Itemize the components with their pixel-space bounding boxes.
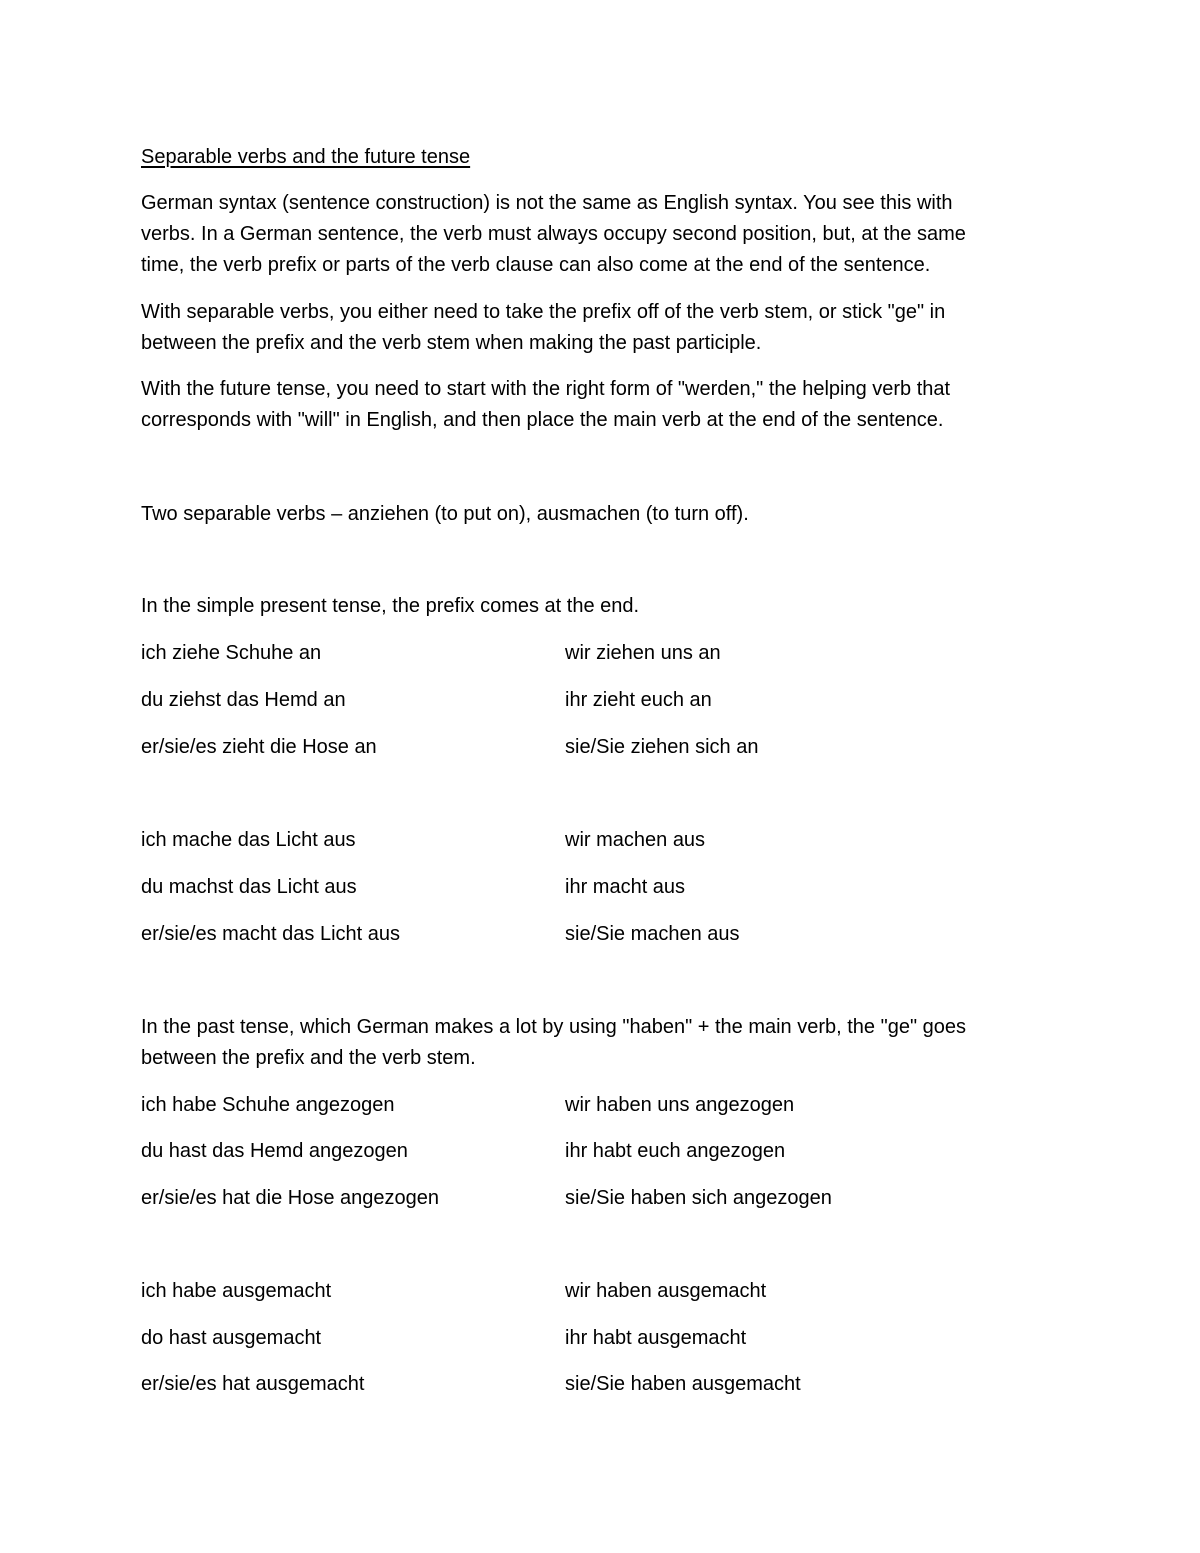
present-ausmachen-singular-2: du machst das Licht aus — [141, 876, 357, 898]
present-ausmachen-plural-1: wir machen aus — [565, 829, 706, 851]
present-ausmachen-plural-2: ihr macht aus — [565, 876, 686, 898]
intro-paragraph-3-line-1: With the future tense, you need to start with the right form of "werden," the helping verb that — [141, 378, 951, 400]
past-ausmachen-plural-2: ihr habt ausgemacht — [565, 1327, 747, 1349]
past-ausmachen-singular-1: ich habe ausgemacht — [141, 1280, 332, 1302]
past-anziehen-plural-3: sie/Sie haben sich angezogen — [565, 1187, 832, 1209]
present-anziehen-singular-1: ich ziehe Schuhe an — [141, 642, 322, 664]
past-anziehen-singular-2: du hast das Hemd angezogen — [141, 1140, 408, 1162]
past-tense-intro-line-1: In the past tense, which German makes a lot by using "haben" + the main verb, the "ge" goes — [141, 1016, 966, 1038]
present-anziehen-singular-3: er/sie/es zieht die Hose an — [141, 736, 377, 758]
present-anziehen-singular-2: du ziehst das Hemd an — [141, 689, 346, 711]
intro-paragraph-1-line-3: time, the verb prefix or parts of the verb clause can also come at the end of the sentence. — [141, 254, 931, 276]
present-anziehen-plural-2: ihr zieht euch an — [565, 689, 712, 711]
present-ausmachen-singular-3: er/sie/es macht das Licht aus — [141, 923, 401, 945]
past-ausmachen-plural-1: wir haben ausgemacht — [565, 1280, 767, 1302]
present-tense-intro: In the simple present tense, the prefix comes at the end. — [141, 595, 640, 617]
document-title: Separable verbs and the future tense — [141, 146, 471, 168]
past-ausmachen-plural-3: sie/Sie haben ausgemacht — [565, 1373, 801, 1395]
present-ausmachen-plural-3: sie/Sie machen aus — [565, 923, 740, 945]
past-anziehen-plural-1: wir haben uns angezogen — [565, 1094, 795, 1116]
past-anziehen-singular-1: ich habe Schuhe angezogen — [141, 1094, 395, 1116]
two-verbs-line: Two separable verbs – anziehen (to put on), ausmachen (to turn off). — [141, 503, 749, 525]
past-ausmachen-singular-2: do hast ausgemacht — [141, 1327, 322, 1349]
past-tense-intro-line-2: between the prefix and the verb stem. — [141, 1047, 476, 1069]
past-anziehen-singular-3: er/sie/es hat die Hose angezogen — [141, 1187, 439, 1209]
past-ausmachen-singular-3: er/sie/es hat ausgemacht — [141, 1373, 365, 1395]
present-anziehen-plural-3: sie/Sie ziehen sich an — [565, 736, 759, 758]
intro-paragraph-3-line-2: corresponds with "will" in English, and then place the main verb at the end of the sentence. — [141, 409, 944, 431]
present-ausmachen-singular-1: ich mache das Licht aus — [141, 829, 356, 851]
past-anziehen-plural-2: ihr habt euch angezogen — [565, 1140, 786, 1162]
intro-paragraph-1-line-1: German syntax (sentence construction) is not the same as English syntax. You see this with — [141, 192, 953, 214]
present-anziehen-plural-1: wir ziehen uns an — [565, 642, 721, 664]
intro-paragraph-1-line-2: verbs. In a German sentence, the verb must always occupy second position, but, at the same — [141, 223, 966, 245]
intro-paragraph-2-line-2: between the prefix and the verb stem when making the past participle. — [141, 332, 762, 354]
intro-paragraph-2-line-1: With separable verbs, you either need to take the prefix off of the verb stem, or stick "ge" in — [141, 301, 946, 323]
